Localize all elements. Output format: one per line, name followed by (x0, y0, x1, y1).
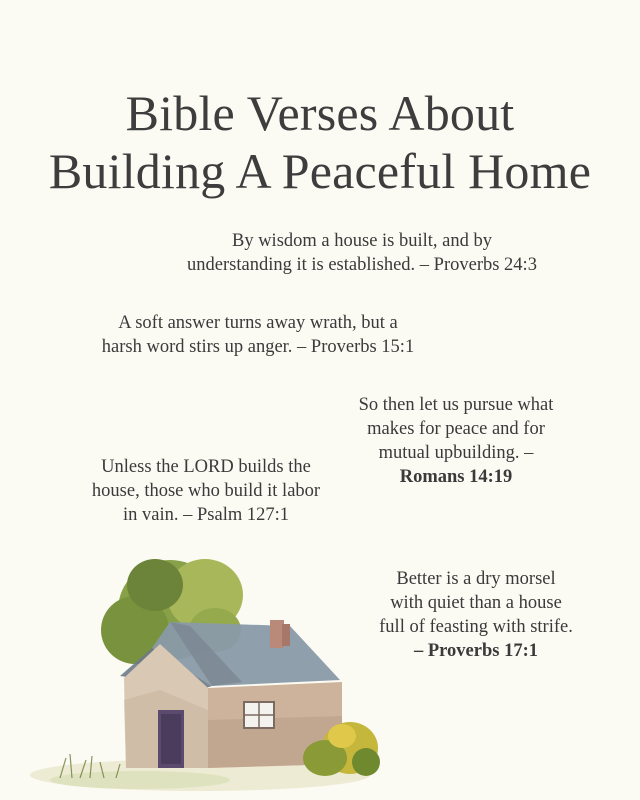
title-line-1: Bible Verses About (125, 85, 515, 141)
verse-line: makes for peace and for (367, 419, 545, 439)
verse-line: with quiet than a house (390, 593, 562, 613)
verse-line: A soft answer turns away wrath, but a (118, 313, 398, 333)
verse-line: in vain. – Psalm 127:1 (123, 505, 289, 525)
verse-line: full of feasting with strife. (379, 617, 573, 637)
title-line-2: Building A Peaceful Home (48, 143, 592, 199)
verse-line: understanding it is established. – Proverbs 24:3 (187, 255, 537, 275)
verse-reference: – Proverbs 17:1 (414, 641, 538, 661)
verse-psalm-127-1 (48, 455, 364, 527)
watercolor-cottage-icon (20, 540, 380, 795)
verse-reference: Romans 14:19 (399, 467, 513, 487)
verse-line: Better is a dry morsel (396, 569, 556, 589)
verse-line: Unless the LORD builds the (101, 457, 311, 477)
verse-line: mutual upbuilding. – (378, 443, 534, 463)
verse-line: By wisdom a house is built, and by (231, 231, 493, 251)
window (244, 702, 274, 728)
verse-line: harsh word stirs up anger. – Proverbs 15:1 (101, 337, 415, 357)
verse-proverbs-17-1 (350, 567, 602, 663)
verse-line: So then let us pursue what (358, 395, 554, 415)
verse-line: house, those who build it labor (91, 481, 321, 501)
verse-proverbs-15-1 (48, 311, 468, 359)
page-title (0, 84, 640, 200)
verse-proverbs-24-3 (138, 229, 586, 277)
chimney (270, 620, 284, 648)
